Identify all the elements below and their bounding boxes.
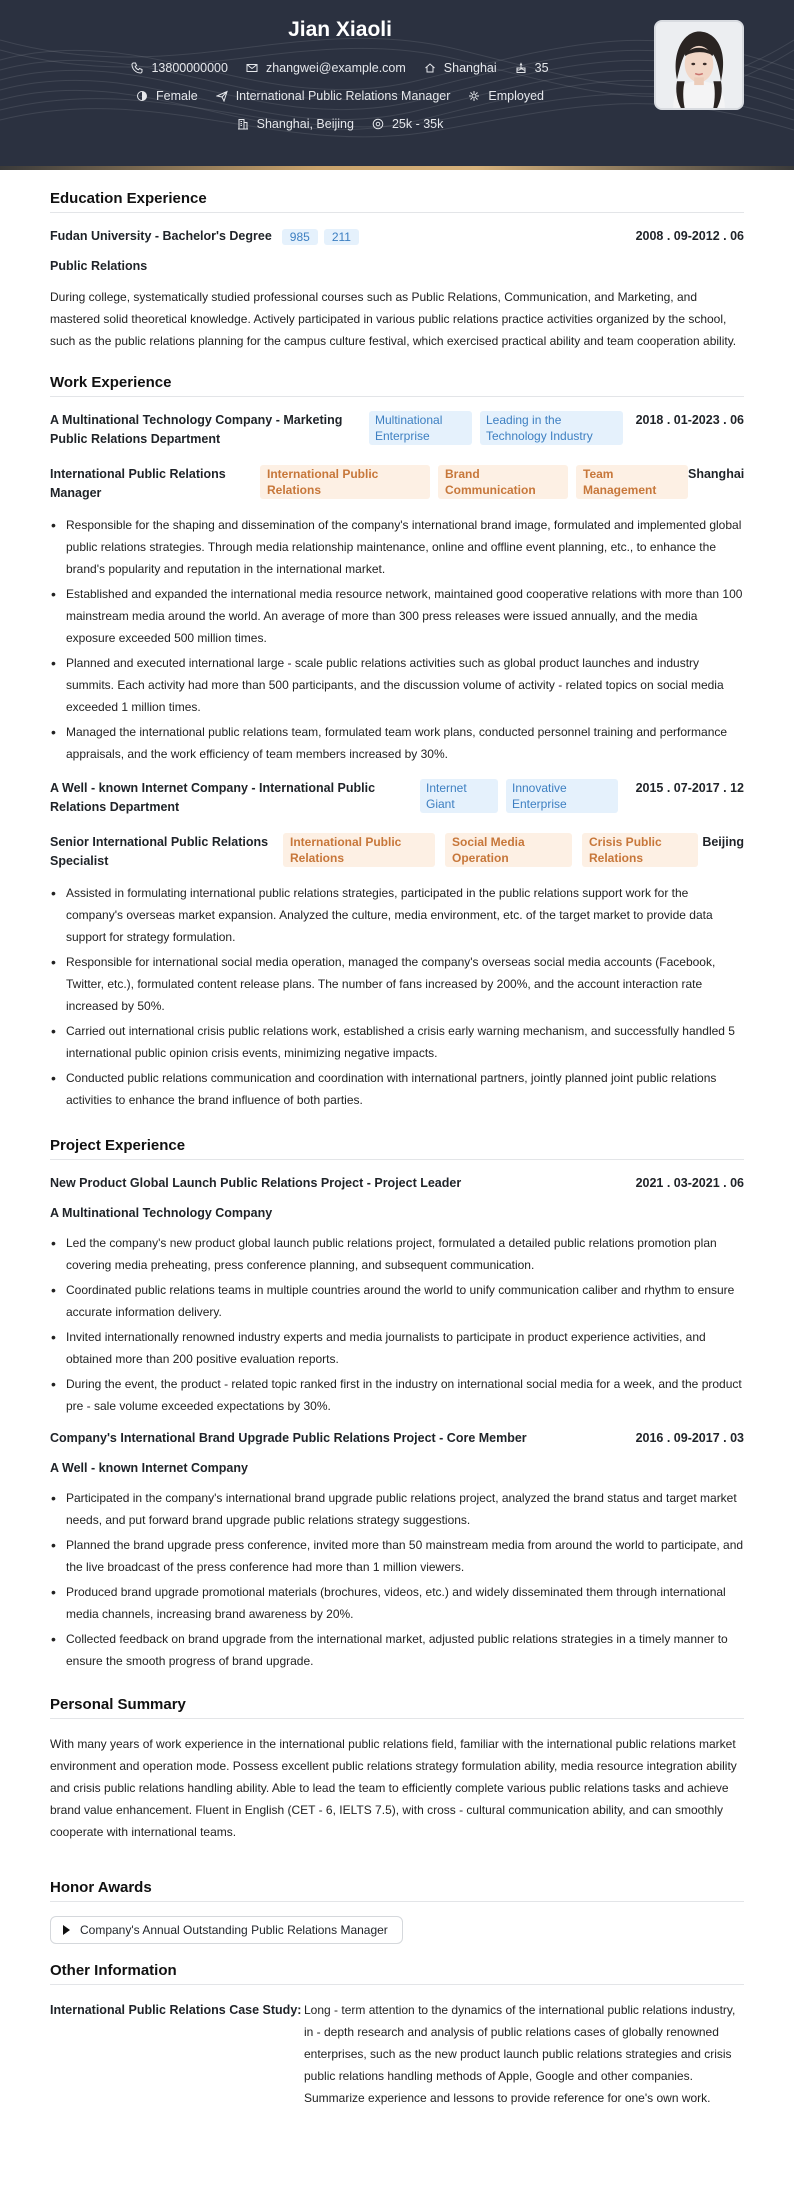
role-title: Senior International Public Relations Specialist [50,835,269,868]
company-name: A Multinational Technology Company - Marketing Public Relations Department [50,413,343,446]
project-bullets [50,1232,744,1417]
summary-section [50,1696,744,1843]
home-icon [424,62,436,74]
resume-body [50,170,744,2109]
work-city-item [237,117,354,131]
project-company: A Well - known Internet Company [50,1461,248,1475]
project-date: 2021 . 03-2021 . 06 [635,1176,744,1190]
position-item [216,89,451,103]
company-tag: Leading in the Technology Industry [480,411,623,445]
personal-row [0,89,680,103]
job-date: 2018 . 01-2023 . 06 [635,413,744,427]
project-bullet: • Invited internationally renowned industry experts and media journalists to participate in product experience activities, and obtained more than 200 positive evaluation reports. [50,1326,744,1370]
project-name: New Product Global Launch Public Relations Project - Project Leader [50,1176,462,1190]
education-description: During college, systematically studied professional courses such as Public Relations, Communication, and Marketing, and mastered solid theoretical knowledge. Actively participated in various public relations practice activities organized by the school, such as the public relations planning for the campus culture festival, which exercised practical ability and team cooperation ability. [50,290,737,348]
education-date: 2008 . 09-2012 . 06 [635,229,744,243]
project-bullet: • Produced brand upgrade promotional materials (brochures, videos, etc.) and widely disseminated them through international media channels, increasing brand awareness by 20%. [50,1581,744,1625]
gender-text: Female [156,89,198,103]
education-title: Education Experience [50,190,744,213]
role-tag: Team Management [576,465,688,499]
profile-photo [654,20,744,110]
school-name: Fudan University - Bachelor's Degree [50,229,272,243]
honor-section [50,1879,744,1944]
education-section [50,190,744,352]
other-label: International Public Relations Case Study: [50,2003,302,2017]
job-bullet: • Responsible for international social media operation, managed the company's overseas social media accounts (Facebook, Twitter, etc.), formulated content release plans. The number of fans increased by 200%, and the account interaction rate increased by 50%. [50,951,744,1017]
preference-row [0,117,680,131]
honor-text: Company's Annual Outstanding Public Relations Manager [80,1923,388,1937]
project-bullet: • During the event, the product - related topic ranked first in the industry on international social media for a week, and the product pre - sale volume exceeded expectations by 30%. [50,1373,744,1417]
phone-item [131,61,227,75]
project-bullet: • Participated in the company's international brand upgrade public relations project, analyzed the brand status and target market needs, and put forward brand upgrade public relations strategy suggestions. [50,1487,744,1531]
gender-item [136,89,198,103]
project-entry [50,1429,744,1672]
caret-right-icon [63,1925,70,1935]
status-icon [468,90,480,102]
location-item [424,61,497,75]
phone-icon [131,62,143,74]
other-row [50,1999,744,2109]
job-entry [50,779,744,1111]
location-text: Shanghai [443,61,497,75]
project-header [50,1429,744,1448]
role-tag: Crisis Public Relations [582,833,698,867]
work-city-text: Shanghai, Beijing [256,117,354,131]
salary-item [372,117,443,131]
email-item [246,61,406,75]
job-bullet: • Managed the international public relations team, formulated team work plans, conducted personnel training and performance appraisals, and the work efficiency of team members increased by 30%. [50,721,744,765]
project-bullet: • Coordinated public relations teams in multiple countries around the world to unify communication caliber and rhythm to ensure accurate information delivery. [50,1279,744,1323]
work-title: Work Experience [50,374,744,397]
project-bullet: • Planned the brand upgrade press conference, invited more than 50 mainstream media from around the world to participate, and the live broadcast of the press conference had more than 1 million viewers. [50,1534,744,1578]
school-tag: 985 [282,229,318,245]
job-bullet: • Responsible for the shaping and dissemination of the company's international brand image, formulated and implemented global public relations strategies. Through media relationship maintenance, online and offline event planning, etc., to enhance the brand's popularity and reputation in the international market. [50,514,744,580]
role-row [50,465,744,503]
role-tag: International Public Relations [260,465,430,499]
job-bullet: • Planned and executed international large - scale public relations activities such as global product launches and industry summits. Each activity had more than 500 participants, and the discussion volume of activity - related topics on social media exceeded 1 million times. [50,652,744,718]
other-section [50,1962,744,2109]
company-tag: Innovative Enterprise [506,779,618,813]
other-title: Other Information [50,1962,744,1985]
cake-icon [515,62,527,74]
project-bullets [50,1487,744,1672]
project-date: 2016 . 09-2017 . 03 [635,1431,744,1445]
work-section [50,374,744,1111]
summary-title: Personal Summary [50,1696,744,1719]
project-bullet: • Collected feedback on brand upgrade from the international market, adjusted public relations strategies in a timely manner to ensure the smooth progress of brand upgrade. [50,1628,744,1672]
candidate-name: Jian Xiaoli [288,18,392,41]
project-company: A Multinational Technology Company [50,1206,273,1220]
contact-row [0,61,680,75]
role-tag: Brand Communication [438,465,568,499]
mail-icon [246,62,258,74]
education-header [50,227,744,246]
job-city: Shanghai [688,467,745,481]
age-item [515,61,549,75]
job-bullet: • Carried out international crisis public relations work, established a crisis early warning mechanism, and successfully handled 5 international public opinion crisis events, minimizing negative impacts. [50,1020,744,1064]
major-name: Public Relations [50,259,148,273]
job-entry [50,411,744,765]
job-header [50,779,744,817]
job-bullets [50,882,744,1111]
other-text: Long - term attention to the dynamics of the international public relations industry, in - depth research and analysis of public relations cases of globally renowned enterprises, such as the new product launch public relations strategies and crisis public relations handling methods of Apple, Google and other companies. Summarize experience and lessons to provide reference for one's own work. [304,2003,736,2105]
salary-text: 25k - 35k [391,117,444,131]
gender-icon [136,90,148,102]
phone-text: 13800000000 [151,61,228,75]
resume-header [0,0,794,170]
company-tag: Internet Giant [420,779,498,813]
job-bullet: • Assisted in formulating international public relations strategies, participated in the public relations support work for the company's overseas market expansion. Analyzed the culture, media environment, etc. of the target market to provide data support for strategy formulation. [50,882,744,948]
job-header [50,411,744,449]
send-icon [216,90,228,102]
role-tag: Social Media Operation [445,833,572,867]
role-row [50,833,744,871]
honor-title: Honor Awards [50,1879,744,1902]
honor-item[interactable] [50,1916,403,1944]
status-text: Employed [488,89,544,103]
building-icon [237,118,249,130]
project-section [50,1137,744,1672]
job-date: 2015 . 07-2017 . 12 [635,781,744,795]
position-text: International Public Relations Manager [235,89,451,103]
salary-icon [372,118,384,130]
company-name: A Well - known Internet Company - International Public Relations Department [50,781,376,814]
job-bullets [50,514,744,765]
email-text: zhangwei@example.com [265,61,406,75]
job-city: Beijing [702,835,744,849]
project-title: Project Experience [50,1137,744,1160]
age-text: 35 [534,61,549,75]
project-bullet: • Led the company's new product global launch public relations project, formulated a detailed public relations promotion plan covering media preheating, press conference planning, and subsequent communication. [50,1232,744,1276]
project-header [50,1174,744,1193]
school-tag: 211 [324,229,359,245]
job-bullet: • Established and expanded the international media resource network, maintained good cooperative relations with more than 100 mainstream media around the world. An average of more than 300 press releases were issued annually, and the media exposure exceeded 500 million times. [50,583,744,649]
project-entry [50,1174,744,1417]
summary-text: With many years of work experience in the international public relations field, familiar with the international public relations market environment and operation mode. Possess excellent public relations strategy formulation ability, media resource integration ability and crisis public relations handling ability. Able to lead the team to efficiently complete various public relations tasks and achieve brand value enhancement. Fluent in English (CET - 6, IELTS 7.5), with cross - cultural communication ability, and can smoothly cooperate with international teams. [50,1737,737,1839]
role-title: International Public Relations Manager [50,467,226,500]
role-tag: International Public Relations [283,833,435,867]
job-bullet: • Conducted public relations communication and coordination with international partners, jointly planned joint public relations activities to enhance the brand influence of both parties. [50,1067,744,1111]
avatar-portrait [656,22,742,108]
project-name: Company's International Brand Upgrade Public Relations Project - Core Member [50,1431,527,1445]
company-tag: Multinational Enterprise [369,411,472,445]
status-item [468,89,544,103]
